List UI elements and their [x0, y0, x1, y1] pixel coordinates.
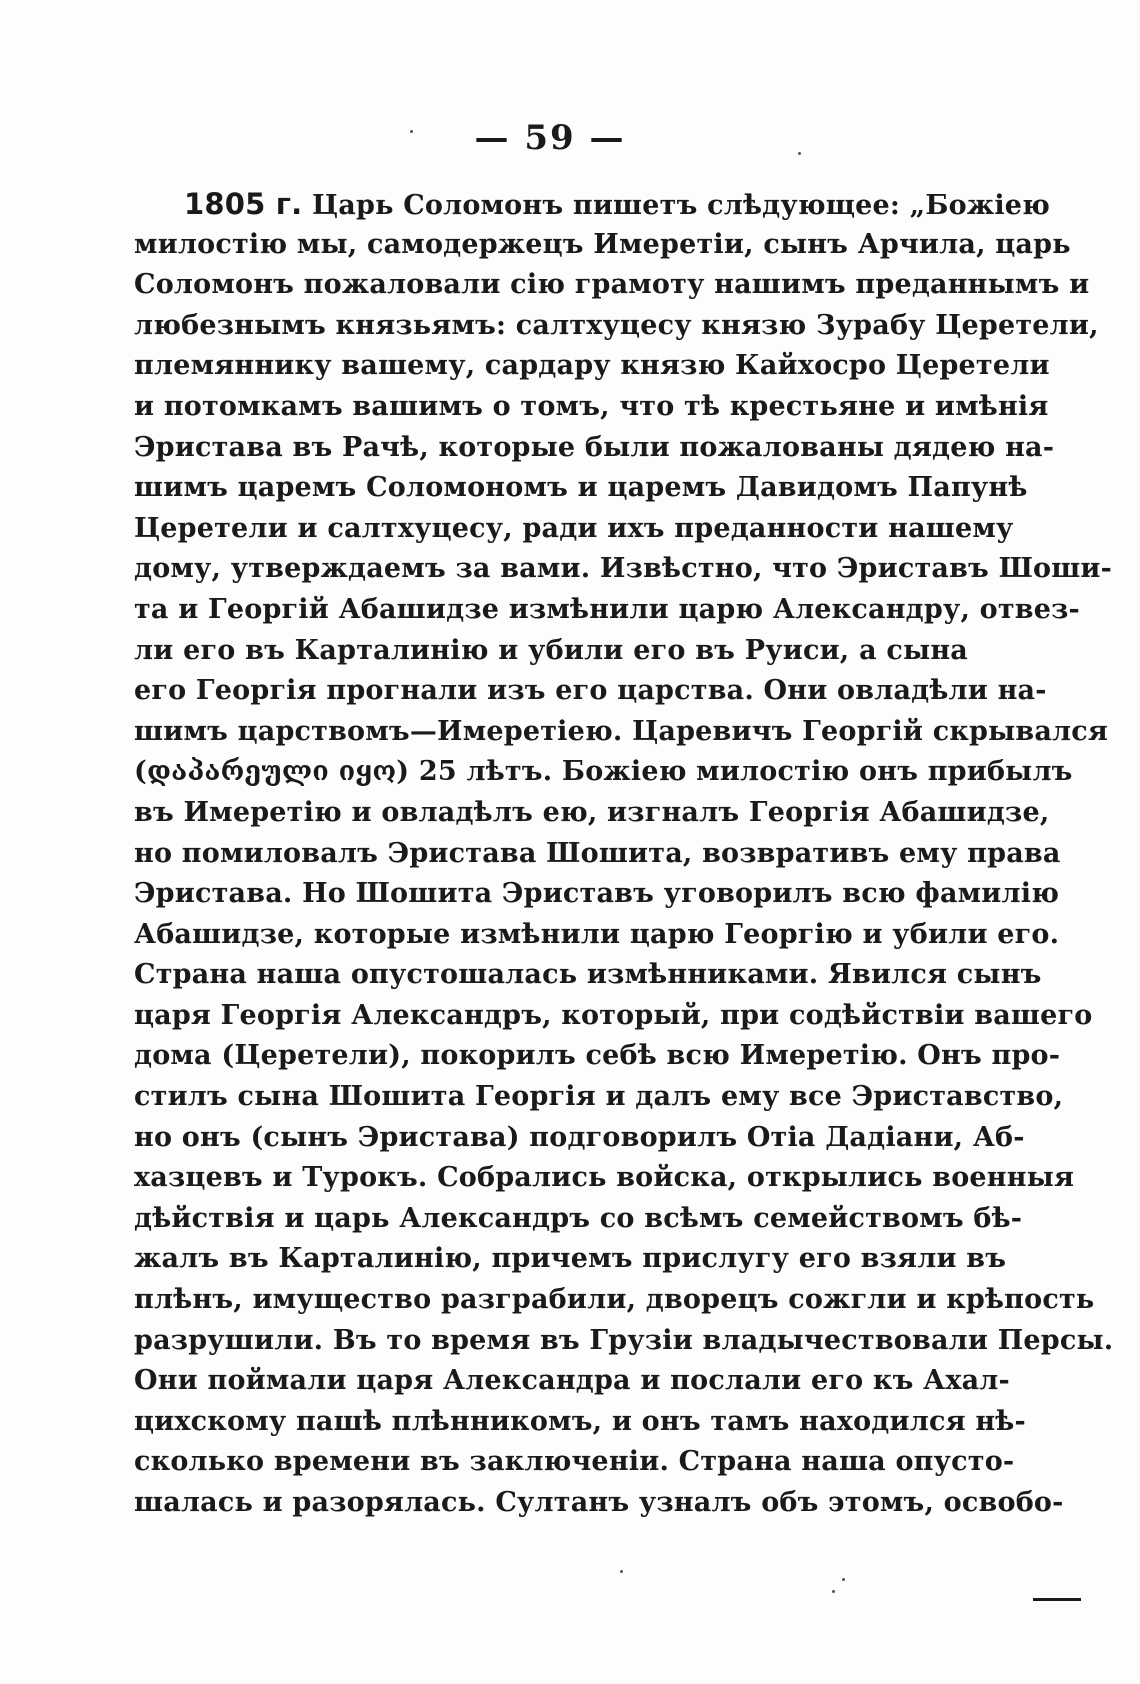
text-line: Эристава въ Рачѣ, которые были пожалованы дядею на- [134, 431, 1055, 463]
text-line: въ Имеретію и овладѣлъ ею, изгналъ Георгія Абашидзе, [134, 796, 1050, 828]
body-text [134, 184, 1114, 1524]
text-line: дѣйствія и царь Александръ со всѣмъ семействомъ бѣ- [134, 1202, 1023, 1234]
print-speck [620, 1570, 623, 1573]
text-line: племяннику вашему, сардару князю Кайхосро Церетели [134, 350, 1050, 382]
text-line: дому, утверждаемъ за вами. Извѣстно, что Эриставъ Шоши- [134, 553, 1113, 585]
text-line: его Георгія прогнали изъ его царства. Они овладѣли на- [134, 675, 1047, 707]
text-line: (დაპარეული იყო) 25 лѣтъ. Божіею милостію онъ прибылъ [134, 756, 1073, 788]
text-line: жалъ въ Карталинію, причемъ прислугу его взяли въ [134, 1243, 1007, 1275]
print-speck [832, 1590, 835, 1593]
text-line: Абашидзе, которые измѣнили царю Георгію и убили его. [134, 918, 1060, 950]
text-line: Эристава. Но Шошита Эриставъ уговорилъ всю фамилію [134, 878, 1060, 910]
print-speck [410, 130, 413, 133]
page-number: — 59 — [474, 118, 626, 158]
text-line: но помиловалъ Эристава Шошита, возвративъ ему права [134, 837, 1061, 869]
text-line: шалась и разорялась. Султанъ узналъ объ этомъ, освобо- [134, 1487, 1064, 1518]
footer-rule [1033, 1598, 1081, 1601]
text-line: стилъ сына Шошита Георгія и далъ ему все Эриставство, [134, 1081, 1064, 1113]
text-line: сколько времени въ заключеніи. Страна наша опусто- [134, 1446, 1015, 1478]
text-line: шимъ царствомъ—Имеретіею. Царевичъ Георгій скрывался [134, 715, 1109, 747]
text-line: Страна наша опустошалась измѣнниками. Явился сынъ [134, 959, 1042, 991]
text-line: царя Георгія Александръ, который, при содѣйствіи вашего [134, 999, 1093, 1031]
text-line: шимъ царемъ Соломономъ и царемъ Давидомъ Папунѣ [134, 472, 1028, 504]
text-line: любезнымъ князьямъ: салтхуцесу князю Зурабу Церетели, [134, 309, 1099, 341]
text-line: милостію мы, самодержецъ Имеретіи, сынъ Арчила, царь [134, 228, 1071, 260]
text-line: дома (Церетели), покорилъ себѣ всю Имеретію. Онъ про- [134, 1040, 1061, 1072]
text-line: Соломонъ пожаловали сію грамоту нашимъ преданнымъ и [134, 269, 1090, 301]
text-line: разрушили. Въ то время въ Грузіи владычествовали Персы. [134, 1324, 1114, 1356]
text-line: Они поймали царя Александра и послали его къ Ахал- [134, 1365, 1010, 1397]
print-speck [798, 152, 801, 155]
text-line: но онъ (сынъ Эристава) подговорилъ Отіа Дадіани, Аб- [134, 1121, 1025, 1153]
text-line: Церетели и салтхуцесу, ради ихъ преданности нашему [134, 512, 1014, 544]
text-line: хазцевъ и Турокъ. Собрались войска, открылись военныя [134, 1162, 1075, 1194]
text-line: цихскому пашѣ плѣнникомъ, и онъ тамъ находился нѣ- [134, 1405, 1026, 1437]
print-speck [842, 1578, 845, 1581]
text-line [134, 184, 1051, 225]
text-line: ли его въ Карталинію и убили его въ Руиси, а сына [134, 634, 968, 666]
line-text: Царь Соломонъ пишетъ слѣдующее: „Божіею [312, 190, 1051, 221]
text-line: и потомкамъ вашимъ о томъ, что тѣ крестьяне и имѣнія [134, 390, 1049, 422]
year-marker: 1805 г. [184, 187, 303, 221]
text-line: плѣнъ, имущество разграбили, дворецъ сожгли и крѣпость [134, 1284, 1095, 1316]
text-line: та и Георгій Абашидзе измѣнили царю Александру, отвез- [134, 593, 1080, 625]
